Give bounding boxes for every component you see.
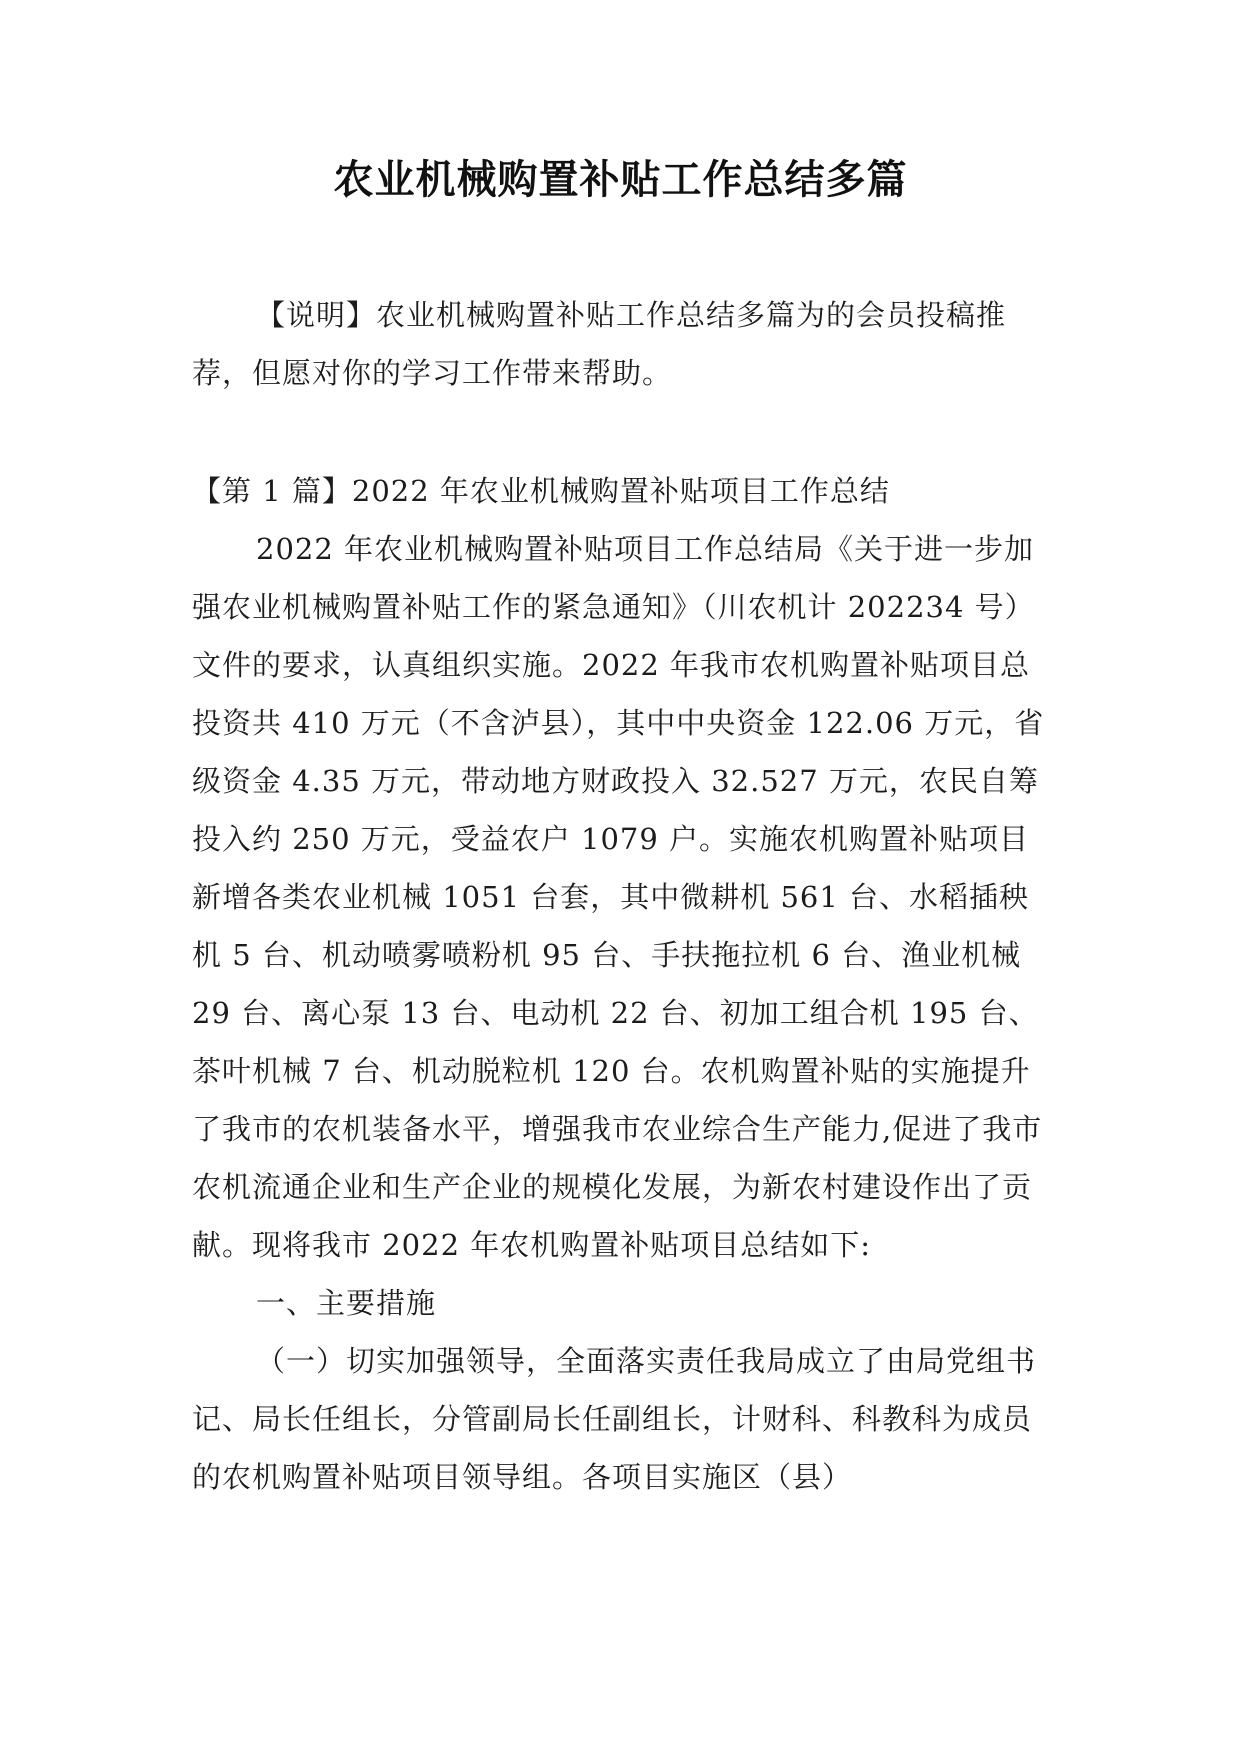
article-paragraph: 2022 年农业机械购置补贴项目工作总结局《关于进一步加强农业机械购置补贴工作的紧急通知》（川农机计 202234 号）文件的要求，认真组织实施。2022 年我市农机购置补贴项目总投资共 410 万元（不含泸县），其中中央资金 122.06 万元，省级资金 4.35 万元，带动地方财政投入 32.527 万元，农民自筹投入约 250 万元，受益农户 1079 户。实施农机购置补贴项目新增各类农业机械 1051 台套，其中微耕机 561 台、水稻插秧机 5 台、机动喷雾喷粉机 95 台、手扶拖拉机 6 台、渔业机械 29 台、离心泵 13 台、电动机 22 台、初加工组合机 195 台、茶叶机械 7 台、机动脱粒机 120 台。农机购置补贴的实施提升了我市的农机装备水平，增强我市农业综合生产能力,促进了我市农机流通企业和生产企业的规模化发展，为新农村建设作出了贡献。现将我市 2022 年农机购置补贴项目总结如下: <box>192 532 1045 1262</box>
article-paragraph: （一）切实加强领导，全面落实责任我局成立了由局党组书记、局长任组长，分管副局长任副组长，计财科、科教科为成员的农机购置补贴项目领导组。各项目实施区（县） <box>192 1344 1037 1494</box>
document-title: 农业机械购置补贴工作总结多篇 <box>333 157 908 203</box>
article-body <box>192 520 1052 1506</box>
article-heading: 【第 1 篇】2022 年农业机械购置补贴项目工作总结 <box>192 474 890 508</box>
intro-paragraph: 【说明】农业机械购置补贴工作总结多篇为的会员投稿推荐，但愿对你的学习工作带来帮助。 <box>192 298 1007 390</box>
section-heading: 一、主要措施 <box>256 1286 437 1320</box>
